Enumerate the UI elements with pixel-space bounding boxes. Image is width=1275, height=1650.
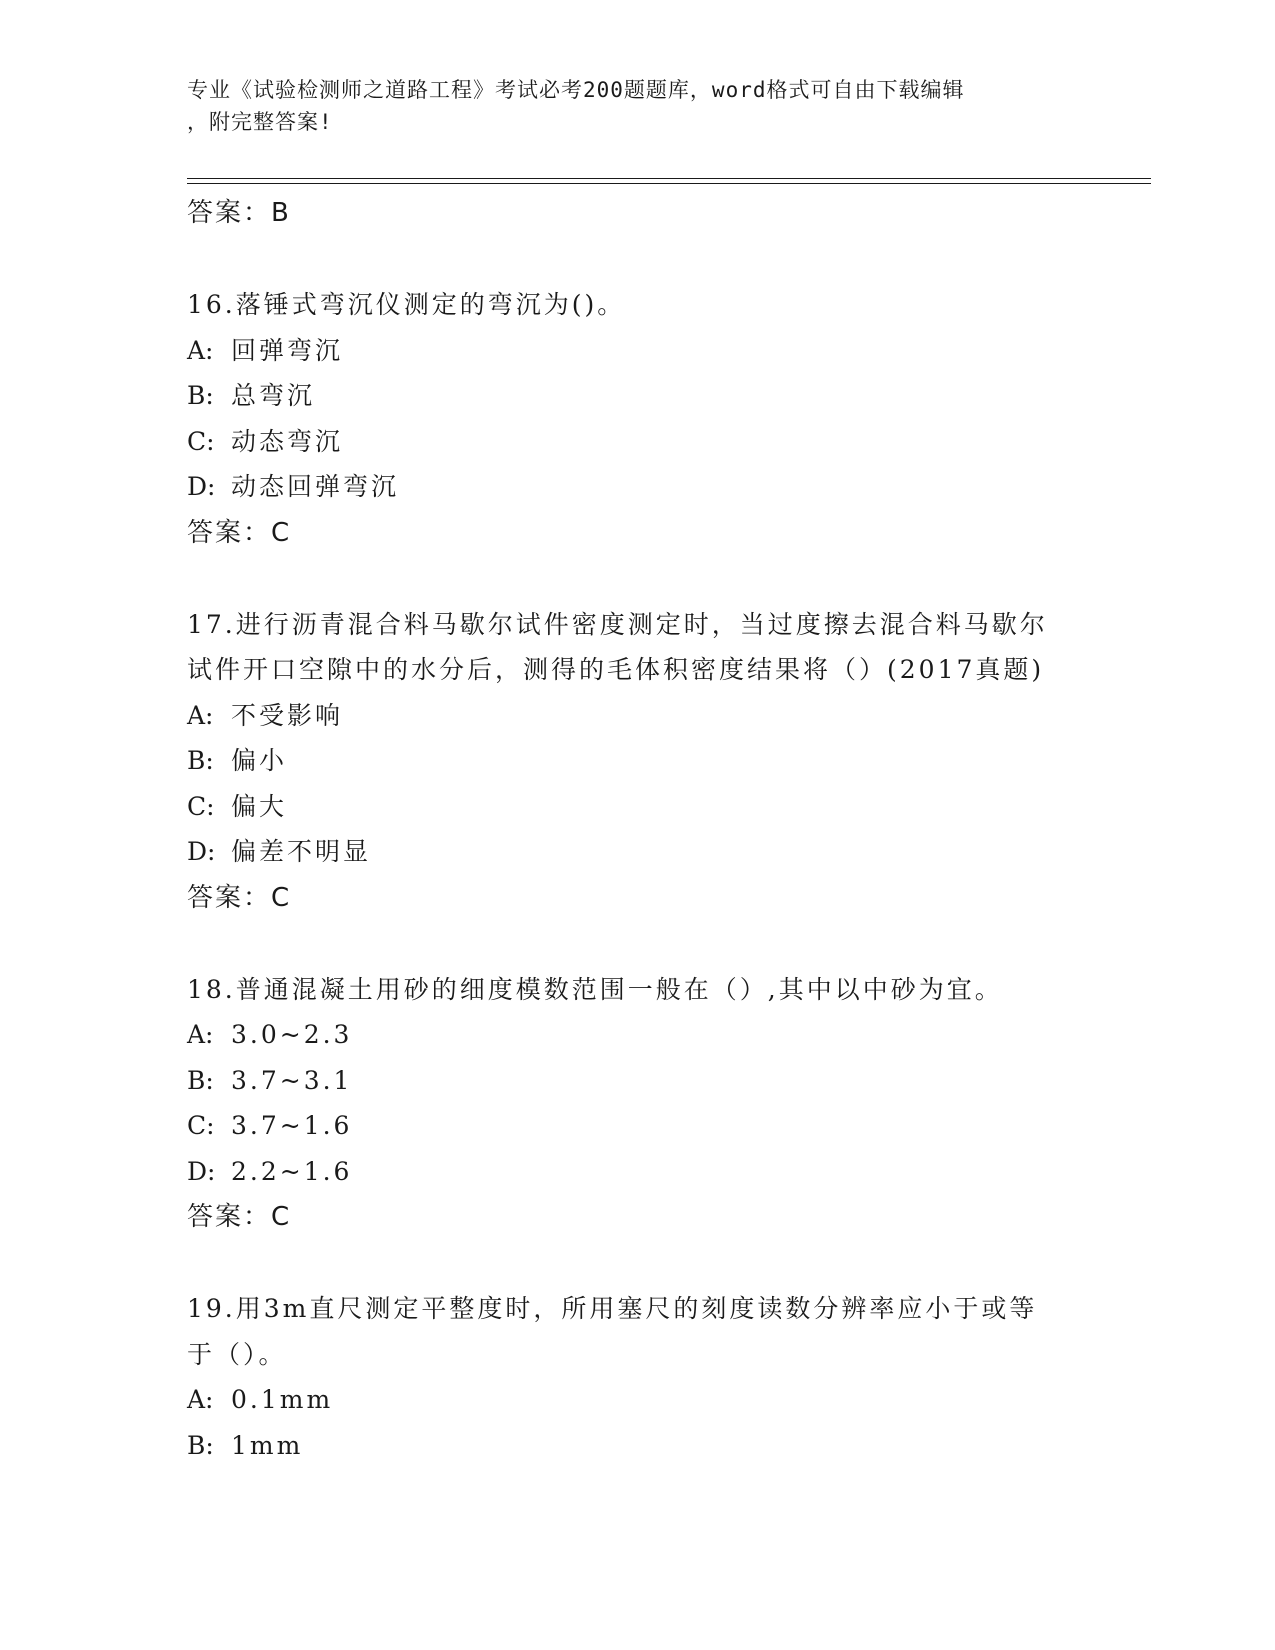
option-key: A: bbox=[187, 1020, 214, 1049]
answer-line: 答案：C bbox=[187, 517, 292, 548]
option-text: 不受影响 bbox=[231, 700, 344, 730]
header-title-line-2: ，附完整答案! bbox=[187, 110, 333, 134]
option-text: 1mm bbox=[231, 1430, 304, 1460]
option-d bbox=[187, 829, 1087, 875]
option-text: 动态弯沉 bbox=[231, 426, 344, 456]
option-key: D: bbox=[187, 472, 216, 501]
option-text: 2.2~1.6 bbox=[231, 1156, 353, 1186]
option-key: C: bbox=[187, 1111, 215, 1140]
option-key: A: bbox=[187, 1385, 214, 1414]
answer-line: 答案：B bbox=[187, 198, 291, 228]
answer-line: 答案：C bbox=[187, 1202, 292, 1232]
option-key: C: bbox=[187, 791, 215, 821]
header-divider-bottom bbox=[187, 183, 1151, 184]
option-text: 偏大 bbox=[231, 791, 288, 821]
spacer bbox=[187, 921, 1087, 967]
option-b bbox=[187, 1423, 1087, 1469]
option-c bbox=[187, 419, 1087, 465]
option-text: 3.7~3.1 bbox=[231, 1065, 353, 1095]
option-text: 3.0~2.3 bbox=[231, 1020, 353, 1049]
spacer bbox=[187, 556, 1087, 602]
option-a bbox=[187, 1012, 1087, 1058]
option-a bbox=[187, 693, 1087, 739]
option-key: B: bbox=[187, 381, 214, 410]
question-block bbox=[187, 1286, 1087, 1468]
answer-line: 答案：C bbox=[187, 882, 292, 913]
spacer bbox=[187, 1240, 1087, 1286]
question-text: 19.用3m直尺测定平整度时，所用塞尺的刻度读数分辨率应小于或等 bbox=[187, 1294, 1038, 1323]
option-text: 总弯沉 bbox=[231, 381, 316, 410]
question-text: 试件开口空隙中的水分后，测得的毛体积密度结果将（）(2017真题) bbox=[187, 655, 1045, 684]
question-block bbox=[187, 967, 1087, 1241]
option-text: 动态回弹弯沉 bbox=[231, 472, 400, 501]
option-key: D: bbox=[187, 837, 216, 866]
option-key: C: bbox=[187, 426, 215, 456]
header-title-line-1: 专业《试验检测师之道路工程》考试必考200题题库，word格式可自由下载编辑 bbox=[187, 78, 965, 102]
document-header bbox=[187, 74, 1067, 138]
option-text: 回弹弯沉 bbox=[231, 335, 344, 365]
option-a bbox=[187, 328, 1087, 374]
question-text: 17.进行沥青混合料马歇尔试件密度测定时，当过度擦去混合料马歇尔 bbox=[187, 609, 1048, 639]
spacer bbox=[187, 236, 1087, 282]
option-c bbox=[187, 784, 1087, 830]
option-key: D: bbox=[187, 1156, 216, 1186]
question-list bbox=[187, 190, 1087, 1468]
question-text: 18.普通混凝土用砂的细度模数范围一般在（）,其中以中砂为宜。 bbox=[187, 974, 1003, 1004]
option-key: A: bbox=[187, 335, 214, 365]
option-key: A: bbox=[187, 700, 214, 730]
option-b bbox=[187, 738, 1087, 784]
question-text: 于（）。 bbox=[187, 1339, 287, 1369]
question-block bbox=[187, 282, 1087, 556]
option-key: B: bbox=[187, 746, 214, 775]
option-b bbox=[187, 373, 1087, 419]
option-d bbox=[187, 1149, 1087, 1195]
header-divider-top bbox=[187, 178, 1151, 179]
question-text: 16.落锤式弯沉仪测定的弯沉为()。 bbox=[187, 290, 626, 319]
option-a bbox=[187, 1377, 1087, 1423]
option-d bbox=[187, 464, 1087, 510]
option-text: 偏差不明显 bbox=[231, 837, 372, 866]
option-key: B: bbox=[187, 1065, 214, 1095]
option-c bbox=[187, 1103, 1087, 1149]
option-b bbox=[187, 1058, 1087, 1104]
option-text: 3.7~1.6 bbox=[231, 1111, 353, 1140]
question-block bbox=[187, 602, 1087, 921]
option-key: B: bbox=[187, 1430, 214, 1460]
option-text: 偏小 bbox=[231, 746, 288, 775]
option-text: 0.1mm bbox=[231, 1385, 334, 1414]
